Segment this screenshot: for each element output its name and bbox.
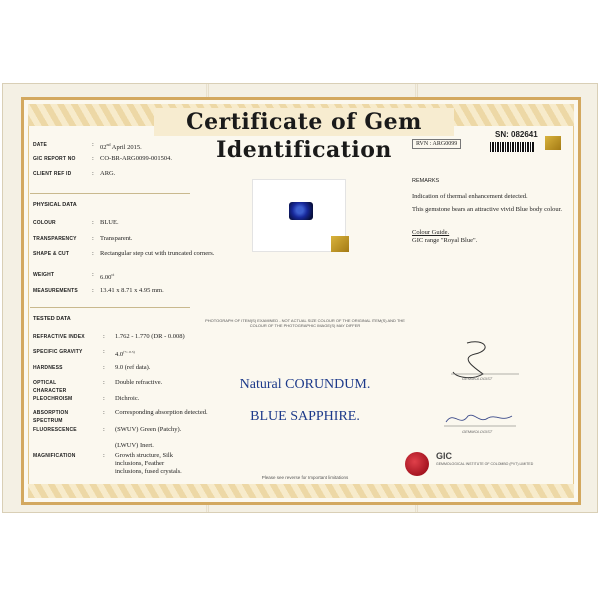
colour-guide-value: GIC range "Royal Blue". <box>412 237 478 244</box>
species-text: Natural CORUNDUM. <box>239 377 371 392</box>
bottom-ornament-band <box>28 484 574 498</box>
institute-name: GEMMOLOGICAL INSTITUTE OF COLOMBO (PVT) LIMITED <box>436 462 534 466</box>
serial-number: SN: 082641 <box>495 130 538 139</box>
blue-sapphire-gem <box>289 202 313 220</box>
rvn-box: RVN : ARG0099 <box>412 139 461 149</box>
remark-thermal: Indication of thermal enhancement detected. <box>412 193 528 200</box>
tested-data-heading: TESTED DATA <box>33 316 71 322</box>
gic-hologram-stamp <box>331 236 349 252</box>
remark-colour: This gemstone bears an attractive vivid Blue body colour. <box>412 206 563 213</box>
signature-1-label: GEMMOLOGIST <box>462 376 493 381</box>
physical-data-heading: PHYSICAL DATA <box>33 202 77 208</box>
gic-hologram-stamp-right <box>545 136 561 150</box>
variety-text: BLUE SAPPHIRE. <box>250 409 360 424</box>
photo-caption: PHOTOGRAPH OF ITEM(S) EXAMINED - NOT ACTUAL SIZE COLOUR OF THE ORIGINAL ITEM(S) AND THE COLOUR OF THE PHOTOGRAPHIC IMAGE(S) MAY DIFFER <box>205 318 405 328</box>
certificate-title: Certificate of Gem Identification <box>154 108 454 136</box>
remarks-heading: REMARKS <box>412 178 440 184</box>
signature-2-label: GEMMOLOGIST <box>462 429 493 434</box>
barcode <box>490 142 534 152</box>
gic-logo: GIC <box>436 451 453 461</box>
red-wax-seal <box>405 452 429 476</box>
colour-guide-label: Colour Guide. <box>412 229 450 236</box>
limitations-note: Please see reverse for Important limitations <box>261 475 349 480</box>
